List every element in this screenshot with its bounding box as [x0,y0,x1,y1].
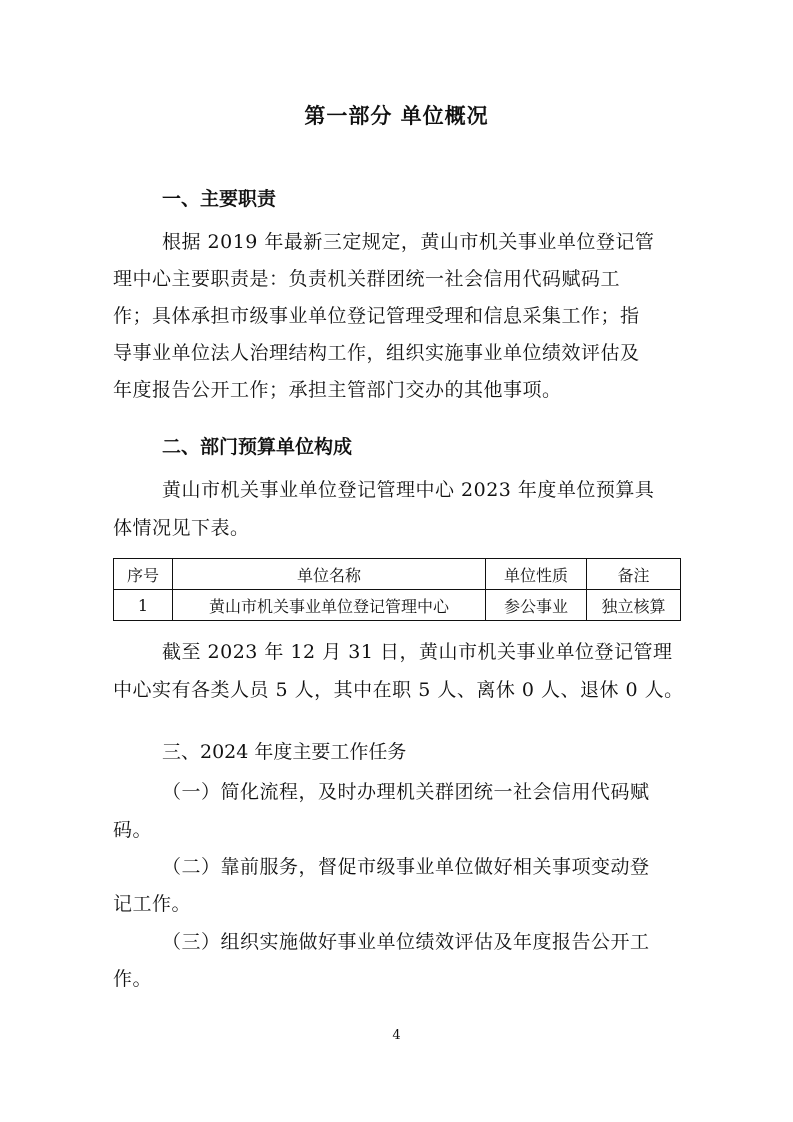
paragraph-line: 根据 2019 年最新三定规定，黄山市机关事业单位登记管 [162,231,655,253]
table-cell: 黄山市机关事业单位登记管理中心 [173,590,486,621]
paragraph-line: 黄山市机关事业单位登记管理中心 2023 年度单位预算具 [162,479,655,501]
table-header-row [114,559,681,590]
task-line: （二）靠前服务，督促市级事业单位做好相关事项变动登 [162,856,650,878]
budget-units-table [113,558,681,621]
table-cell: 1 [114,590,173,621]
table-cell: 参公事业 [486,590,587,621]
paragraph-line: 中心实有各类人员 5 人，其中在职 5 人、离休 0 人、退休 0 人。 [113,679,684,701]
task-line: （一）简化流程，及时办理机关群团统一社会信用代码赋 [162,781,650,803]
table-header-cell: 序号 [114,559,173,590]
table-header-cell: 备注 [587,559,681,590]
section-heading-work-tasks: 三、2024 年度主要工作任务 [162,741,407,763]
table-cell: 独立核算 [587,590,681,621]
page-number: 4 [392,1028,401,1043]
task-line: 记工作。 [113,893,192,915]
paragraph-line: 截至 2023 年 12 月 31 日，黄山市机关事业单位登记管理 [162,641,673,663]
paragraph-line: 年度报告公开工作；承担主管部门交办的其他事项。 [113,379,562,401]
section-heading-budget-units: 二、部门预算单位构成 [162,436,353,458]
paragraph-line: 理中心主要职责是：负责机关群团统一社会信用代码赋码工 [113,268,621,290]
paragraph-line: 体情况见下表。 [113,517,250,539]
task-line: 作。 [113,968,153,990]
table-row [114,590,681,621]
paragraph-line: 导事业单位法人治理结构工作，组织实施事业单位绩效评估及 [113,342,640,364]
page-title: 第一部分 单位概况 [304,104,489,128]
task-line: 码。 [113,819,153,841]
table-header-cell: 单位名称 [173,559,486,590]
task-line: （三）组织实施做好事业单位绩效评估及年度报告公开工 [162,931,650,953]
section-heading-main-duties: 一、主要职责 [162,188,277,210]
paragraph-line: 作；具体承担市级事业单位登记管理受理和信息采集工作；指 [113,305,640,327]
table-header-cell: 单位性质 [486,559,587,590]
